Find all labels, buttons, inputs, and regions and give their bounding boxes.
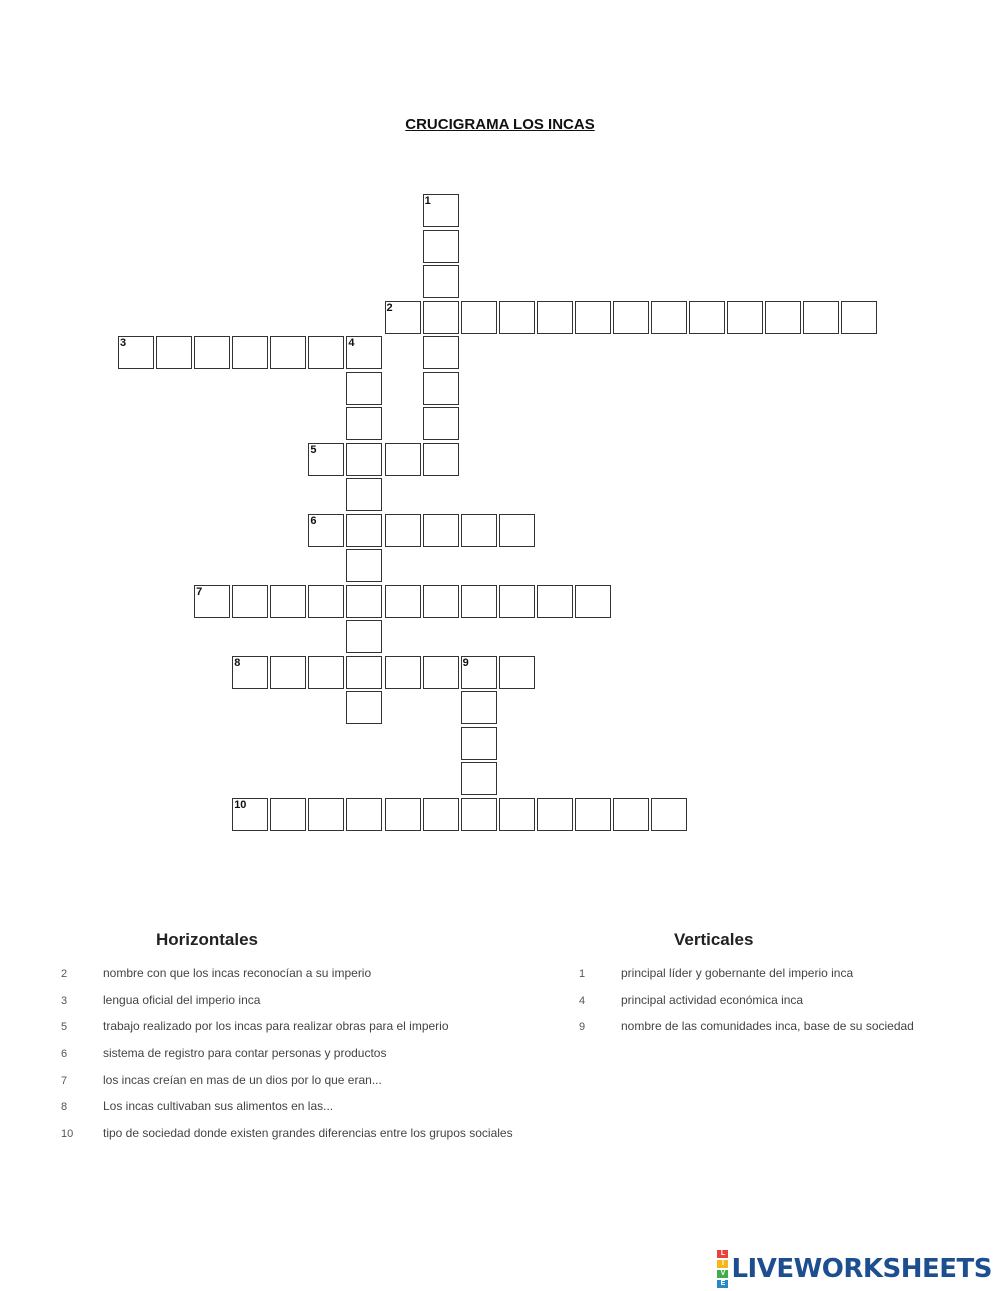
crossword-cell[interactable] bbox=[346, 478, 382, 511]
crossword-cell[interactable] bbox=[537, 301, 573, 334]
clue-number: 7 bbox=[61, 1074, 68, 1087]
crossword-cell[interactable] bbox=[232, 336, 268, 369]
crossword-cell[interactable] bbox=[461, 301, 497, 334]
clue-number-label: 8 bbox=[234, 656, 241, 669]
crossword-cell[interactable] bbox=[461, 798, 497, 831]
crossword-cell[interactable] bbox=[461, 762, 497, 795]
crossword-cell[interactable] bbox=[270, 336, 306, 369]
crossword-cell[interactable] bbox=[423, 514, 459, 547]
logo-mark-block: V bbox=[717, 1270, 728, 1278]
crossword-cell[interactable] bbox=[346, 443, 382, 476]
clue-number-label: 10 bbox=[234, 798, 247, 811]
clue-number-label: 5 bbox=[310, 443, 317, 456]
crossword-cell[interactable] bbox=[194, 336, 230, 369]
crossword-cell[interactable] bbox=[385, 656, 421, 689]
clue-text: trabajo realizado por los incas para realizar obras para el imperio bbox=[103, 1019, 449, 1034]
crossword-cell[interactable] bbox=[841, 301, 877, 334]
crossword-cell[interactable] bbox=[385, 443, 421, 476]
crossword-cell[interactable] bbox=[385, 585, 421, 618]
crossword-cell[interactable] bbox=[423, 372, 459, 405]
crossword-cell[interactable] bbox=[308, 443, 344, 476]
crossword-cell[interactable] bbox=[232, 585, 268, 618]
crossword-cell[interactable] bbox=[499, 798, 535, 831]
clue-text: principal actividad económica inca bbox=[621, 992, 804, 1007]
crossword-cell[interactable] bbox=[613, 798, 649, 831]
crossword-cell[interactable] bbox=[346, 372, 382, 405]
crossword-cell[interactable] bbox=[308, 798, 344, 831]
clue-number: 4 bbox=[579, 994, 586, 1007]
crossword-cell[interactable] bbox=[346, 798, 382, 831]
crossword-cell[interactable] bbox=[346, 656, 382, 689]
clue-number-label: 9 bbox=[462, 656, 469, 669]
clue-number-label: 4 bbox=[348, 337, 355, 349]
crossword-cell[interactable] bbox=[575, 301, 611, 334]
liveworksheets-logo bbox=[717, 1252, 992, 1286]
crossword-cell[interactable] bbox=[270, 798, 306, 831]
crossword-cell[interactable] bbox=[308, 585, 344, 618]
clue-text: principal líder y gobernante del imperio inca bbox=[621, 966, 854, 980]
clue-number: 9 bbox=[579, 1021, 586, 1034]
clue-number: 1 bbox=[579, 968, 586, 980]
crossword-cell[interactable] bbox=[385, 798, 421, 831]
clue-number-label: 3 bbox=[120, 337, 127, 349]
clue-text: tipo de sociedad donde existen grandes diferencias entre los grupos sociales bbox=[103, 1126, 513, 1141]
crossword-cell[interactable] bbox=[423, 301, 459, 334]
crossword-cell[interactable] bbox=[194, 585, 230, 618]
crossword-cell[interactable] bbox=[270, 656, 306, 689]
clue-text: nombre de las comunidades inca, base de su sociedad bbox=[621, 1019, 914, 1034]
crossword-cell[interactable] bbox=[461, 727, 497, 760]
crossword-cell[interactable] bbox=[499, 656, 535, 689]
crossword-cell[interactable] bbox=[423, 230, 459, 263]
worksheet-title: CRUCIGRAMA LOS INCAS bbox=[405, 116, 595, 133]
crossword-cell[interactable] bbox=[765, 301, 801, 334]
logo-mark-block: E bbox=[717, 1280, 728, 1288]
crossword-cell[interactable] bbox=[232, 798, 268, 831]
crossword-cell[interactable] bbox=[689, 301, 725, 334]
crossword-cell[interactable] bbox=[537, 585, 573, 618]
crossword-cell[interactable] bbox=[537, 798, 573, 831]
crossword-cell[interactable] bbox=[118, 336, 154, 369]
logo-mark-block: I bbox=[717, 1260, 728, 1268]
crossword-cell[interactable] bbox=[423, 194, 459, 227]
crossword-cell[interactable] bbox=[461, 514, 497, 547]
crossword-cell[interactable] bbox=[461, 691, 497, 724]
crossword-cell[interactable] bbox=[575, 585, 611, 618]
crossword-cell[interactable] bbox=[461, 656, 497, 689]
crossword-cell[interactable] bbox=[651, 301, 687, 334]
clue-number-label: 1 bbox=[424, 195, 431, 207]
clue-number: 6 bbox=[61, 1048, 68, 1061]
logo-mark-block: L bbox=[717, 1250, 728, 1258]
clue-text: lengua oficial del imperio inca bbox=[103, 992, 261, 1007]
crossword-cell[interactable] bbox=[308, 336, 344, 369]
logo-mark-icon bbox=[717, 1249, 728, 1289]
clue-number: 10 bbox=[61, 1128, 74, 1141]
crossword-cell[interactable] bbox=[423, 656, 459, 689]
crossword-cell[interactable] bbox=[651, 798, 687, 831]
clue-text: nombre con que los incas reconocían a su imperio bbox=[103, 966, 372, 980]
crossword-cell[interactable] bbox=[346, 691, 382, 724]
crossword-cell[interactable] bbox=[308, 514, 344, 547]
horizontales-heading: Horizontales bbox=[156, 930, 259, 949]
logo-text: LIVEWORKSHEETS bbox=[731, 1254, 992, 1284]
clue-number: 2 bbox=[61, 968, 68, 980]
crossword-cell[interactable] bbox=[346, 407, 382, 440]
clue-number-label: 6 bbox=[310, 514, 317, 527]
crossword-cell[interactable] bbox=[346, 585, 382, 618]
crossword-cell[interactable] bbox=[423, 585, 459, 618]
crossword-cell[interactable] bbox=[499, 514, 535, 547]
crossword-cell[interactable] bbox=[156, 336, 192, 369]
clue-text: sistema de registro para contar personas y productos bbox=[103, 1046, 387, 1061]
crossword-cell[interactable] bbox=[385, 301, 421, 334]
crossword-cell[interactable] bbox=[803, 301, 839, 334]
crossword-cell[interactable] bbox=[499, 301, 535, 334]
crossword-cell[interactable] bbox=[346, 514, 382, 547]
clue-number: 5 bbox=[61, 1021, 68, 1034]
clue-number-label: 2 bbox=[386, 301, 393, 314]
verticales-heading: Verticales bbox=[674, 930, 754, 949]
crossword-cell[interactable] bbox=[346, 336, 382, 369]
clue-text: Los incas cultivaban sus alimentos en las... bbox=[103, 1099, 334, 1114]
crossword-cell[interactable] bbox=[727, 301, 763, 334]
clue-number: 8 bbox=[61, 1101, 68, 1114]
clue-text: los incas creían en mas de un dios por lo que eran... bbox=[103, 1072, 382, 1087]
crossword-cell[interactable] bbox=[461, 585, 497, 618]
crossword-cell[interactable] bbox=[575, 798, 611, 831]
crossword-cell[interactable] bbox=[423, 265, 459, 298]
crossword-cell[interactable] bbox=[270, 585, 306, 618]
crossword-cell[interactable] bbox=[423, 443, 459, 476]
crossword-cell[interactable] bbox=[613, 301, 649, 334]
crossword-cell[interactable] bbox=[308, 656, 344, 689]
crossword-cell[interactable] bbox=[423, 798, 459, 831]
crossword-cell[interactable] bbox=[385, 514, 421, 547]
crossword-cell[interactable] bbox=[423, 407, 459, 440]
crossword-cell[interactable] bbox=[346, 620, 382, 653]
clue-number: 3 bbox=[61, 994, 68, 1007]
crossword-cell[interactable] bbox=[232, 656, 268, 689]
crossword-cell[interactable] bbox=[346, 549, 382, 582]
crossword-cell[interactable] bbox=[423, 336, 459, 369]
crossword-cell[interactable] bbox=[499, 585, 535, 618]
clue-number-label: 7 bbox=[196, 585, 203, 598]
